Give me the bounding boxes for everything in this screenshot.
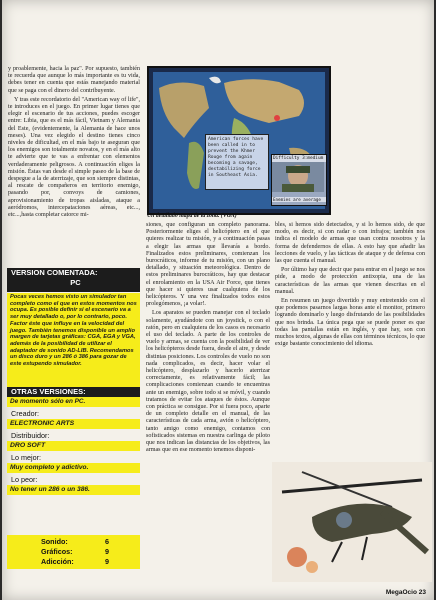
article-paragraph: bles, si hemos sido detectados, y si lo hemos sido, de que modo, es decir, si con radar o con infrajos; también nos indica el modelo de armas que usan contra nosotros y la forma de defendernos de ellas. A esto hay que añadir las lecciones de vuelo, y las tácticas de ataque y de defensa con las que cuenta el manual. bbox=[275, 222, 425, 265]
version-platform: PC bbox=[70, 278, 81, 287]
best-value: Muy completo y adictivo. bbox=[7, 463, 140, 473]
article-col-mid bbox=[146, 222, 270, 457]
article-paragraph: siones, que configuran un completo panorama. Posteriormente eliges el helicóptero en el que quieres realizar tu misión, y a continuación pasas a elegir las armas que llevarás a bordo. Finalizados estos preliminares, comienzan los burocráticos, informe de tu misión, con un plano detallado, y situación meteorológica. Dentro de estos preliminares burocráticos, hay que destacar el enrolamiento en la USA Air Force, que tienes que hacer si quieres usar cualquiera de los helicópteros. Y una vez finalizados todos estos prolegómenos, ¡a volar!. bbox=[146, 222, 270, 308]
rating-addiction: Adicción: 9 bbox=[41, 557, 109, 566]
other-versions-header: OTRAS VERSIONES: bbox=[7, 387, 140, 397]
ratings-box bbox=[7, 535, 140, 569]
best-label: Lo mejor: bbox=[11, 453, 41, 462]
version-header bbox=[7, 268, 140, 292]
difficulty-panel bbox=[271, 154, 327, 206]
worst-label: Lo peor: bbox=[11, 475, 38, 484]
distributor-value: DRO SOFT bbox=[7, 441, 140, 451]
worst-value: No tener un 286 o un 386. bbox=[7, 485, 140, 495]
magazine-page bbox=[2, 0, 434, 600]
article-col-right bbox=[275, 222, 425, 350]
enemies-label: Enemies are average bbox=[272, 197, 326, 202]
review-body: Pocas veces hemos visto un simulador tan completo como el que en estos momentos nos ocupa. Es posible definir si el escenario va a ser muy detallado o, por lo contrario, poco. Factor éste que influye en la velocidad del juego. También tenemos disponible un amplio margen de tarjetas gráficas: CGA, EGA y VGA, además de la posibilidad de utilizar el adaptador de sonido AD-LIB. Recomendamos un disco duro y un 286 ó 386 para gozar de este estupendo simulador. bbox=[7, 293, 140, 387]
rating-graphics: Gráficos: 9 bbox=[41, 547, 109, 556]
rating-sound: Sonido: 6 bbox=[41, 537, 109, 546]
distributor-label: Distribuidor: bbox=[11, 431, 50, 440]
pilot-portrait-icon bbox=[272, 162, 324, 192]
article-col-left bbox=[8, 66, 140, 221]
page-footer: MegaOcio 23 bbox=[385, 589, 426, 596]
article-paragraph: En resumen un juego divertido y muy entretenido con el que podemos pasarnos largas horas ante el monitor, primero logrando dominarlo y luego disfrutando de las posibilidades que nos brinda. La única pega que se puede poner es que todas las pantallas están en inglés, y que hay, son con muchos textos, algunas de ellas con términos técnicos, lo que exige bastante conocimiento del idioma. bbox=[275, 298, 425, 348]
rating-value: 6 bbox=[105, 537, 109, 546]
creator-label: Creador: bbox=[11, 409, 39, 418]
rating-value: 9 bbox=[105, 557, 109, 566]
rating-value: 9 bbox=[105, 547, 109, 556]
difficulty-label: Difficulty 3:medium bbox=[272, 155, 326, 162]
version-title: VERSION COMENTADA: bbox=[11, 268, 98, 277]
article-paragraph: y proablemente, hacia la paz". Por supuesto, también te recuerda que aunque lo más importante es tu vida, debes tener en cuenta que estás manejando material que se paga con el dinero del contribuyente. bbox=[8, 66, 140, 94]
mission-message: American forces have been called in to prevent the Khmer Rouge from again becoming a savage, destabilizing force in Southeast Asia. bbox=[205, 134, 269, 190]
creator-value: ELECTRONIC ARTS bbox=[7, 419, 140, 429]
game-screenshot bbox=[147, 66, 331, 215]
article-paragraph: Los aparatos se pueden manejar con el teclado solamente, ayudándote con un joystick, o con el ratón, pero en cualquiera de los casos es necesario el uso del teclado. A parte de los controles de vuelo y armas, se cuenta con la posibilidad de ver los helicópteros desde fuera, desde el aire, y desde distintas posiciones. Los controles de vuelo no son nada complicados, es decir, hacer volar el helicóptero, desplazarlo y hacerlo aterrizar correctamente, es relativamente fácil; las complicaciones comienzan cuando te encuentras ante un enemigo, sobre todo si se móvil, y cuando tratamos de evitar los ataques de éstos. Aunque con práctica se consigue. Por si fuera poco, aparte de un completo detalle en el manual, de las características de cada arma, avión o helicóptero, tanto amigo como enemigo, contamos con sofisticados sistemas en nuestra carlinga de piloto que nos indican las distancias de los objetivos, las armas que en ese momento tenemos disponi- bbox=[146, 310, 270, 454]
helicopter-image bbox=[272, 462, 432, 582]
article-paragraph: Por último hay que decir que para entrar en el juego se nos pide, a modo de protección antixopia, una de las características de las armas que vienen descritas en el manual. bbox=[275, 267, 425, 295]
screenshot-caption: Un detallado mapa de la zona. (VGA) bbox=[147, 213, 237, 219]
article-paragraph: Y tras este recordatorio del "American way of life", te introduces en el juego. En primer lugar tienes que elegir el escenario de tus acciones, puedes escoger entre: Libia, que es el más fácil, Vietnam y Alemania del Este, (evidentemente, la Alemania de hace unos meses). Una vez elegido el destino tienes cinco niveles de dificultad, en el más bajo te aseguran que los enemigos son totalmente novatos, y en el más alto te advierte que te vas a enfrentar con elementos verdaderamente peligrosos. A continuación eliges la misión. Éstas van desde el simple paseo de la base de despegue a la de aterrizaje, que son siempre distintas, al rescate de compañeros en territorio enemigo, pasando por, convoys de camiones, aprovisionamiento de tropas aisladas, ataque a aeródromos, intercepataciones aéreas, etc..., etc...,hasta completar catorce mi- bbox=[8, 96, 140, 219]
other-versions-value: De momento sólo en PC. bbox=[7, 397, 140, 407]
